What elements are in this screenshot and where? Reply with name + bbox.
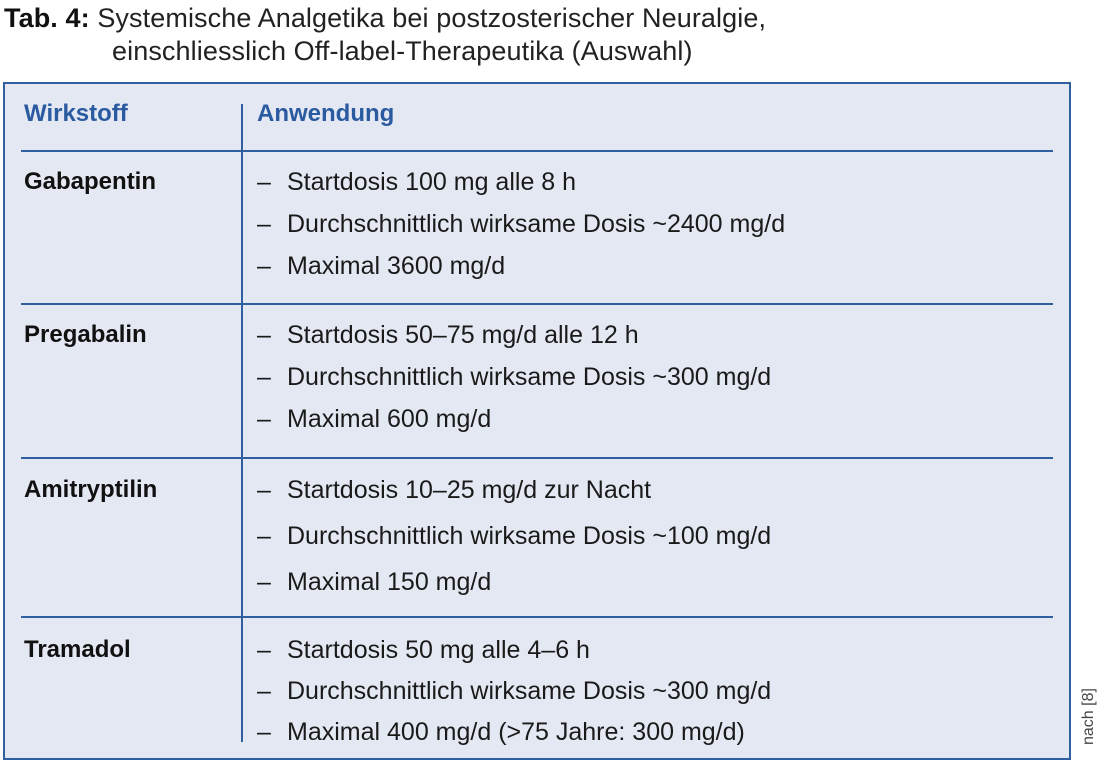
dash-bullet: – bbox=[257, 210, 271, 238]
table-caption bbox=[4, 2, 766, 68]
list-item: – Maximal 150 mg/d bbox=[257, 568, 492, 596]
dash-bullet: – bbox=[257, 522, 271, 550]
analgesics-table bbox=[3, 82, 1071, 760]
dosage-list bbox=[257, 475, 771, 597]
list-item: – Durchschnittlich wirksame Dosis ~2400 mg/d bbox=[257, 210, 786, 238]
source-note: nach [8] bbox=[1080, 688, 1097, 745]
dash-bullet: – bbox=[257, 405, 271, 433]
header-anwendung: Anwendung bbox=[257, 100, 395, 127]
header-wirkstoff: Wirkstoff bbox=[24, 100, 128, 127]
caption-line-2: einschliesslich Off-label-Therapeutika (Auswahl) bbox=[112, 36, 693, 66]
column-divider bbox=[241, 104, 243, 742]
dosage-list bbox=[257, 167, 785, 281]
list-item: – Durchschnittlich wirksame Dosis ~300 mg/d bbox=[257, 363, 772, 391]
caption-label: Tab. 4: bbox=[4, 3, 90, 33]
list-item: – Durchschnittlich wirksame Dosis ~300 mg/d bbox=[257, 677, 772, 705]
list-item: – Maximal 600 mg/d bbox=[257, 405, 492, 433]
dash-bullet: – bbox=[257, 168, 271, 196]
list-item: – Startdosis 50 mg alle 4–6 h bbox=[257, 636, 590, 664]
dash-bullet: – bbox=[257, 718, 271, 746]
dash-bullet: – bbox=[257, 363, 271, 391]
dash-bullet: – bbox=[257, 252, 271, 280]
list-item: – Startdosis 10–25 mg/d zur Nacht bbox=[257, 476, 652, 504]
dash-bullet: – bbox=[257, 677, 271, 705]
row-divider bbox=[21, 616, 1053, 618]
row-divider bbox=[21, 457, 1053, 459]
dash-bullet: – bbox=[257, 476, 271, 504]
drug-name: Gabapentin bbox=[24, 168, 157, 195]
row-divider bbox=[21, 303, 1053, 305]
drug-name: Tramadol bbox=[24, 636, 131, 663]
list-item: – Maximal 400 mg/d (>75 Jahre: 300 mg/d) bbox=[257, 718, 745, 746]
dash-bullet: – bbox=[257, 568, 271, 596]
dosage-list bbox=[257, 320, 771, 434]
list-item: – Startdosis 50–75 mg/d alle 12 h bbox=[257, 321, 639, 349]
dash-bullet: – bbox=[257, 321, 271, 349]
list-item: – Durchschnittlich wirksame Dosis ~100 mg/d bbox=[257, 522, 772, 550]
drug-name: Amitryptilin bbox=[24, 476, 158, 503]
header-divider bbox=[21, 150, 1053, 152]
list-item: – Maximal 3600 mg/d bbox=[257, 252, 506, 280]
caption-line-1: Systemische Analgetika bei postzosterischer Neuralgie, bbox=[97, 3, 767, 33]
drug-name: Pregabalin bbox=[24, 321, 147, 348]
dosage-list bbox=[257, 635, 771, 747]
list-item: – Startdosis 100 mg alle 8 h bbox=[257, 168, 577, 196]
dash-bullet: – bbox=[257, 636, 271, 664]
